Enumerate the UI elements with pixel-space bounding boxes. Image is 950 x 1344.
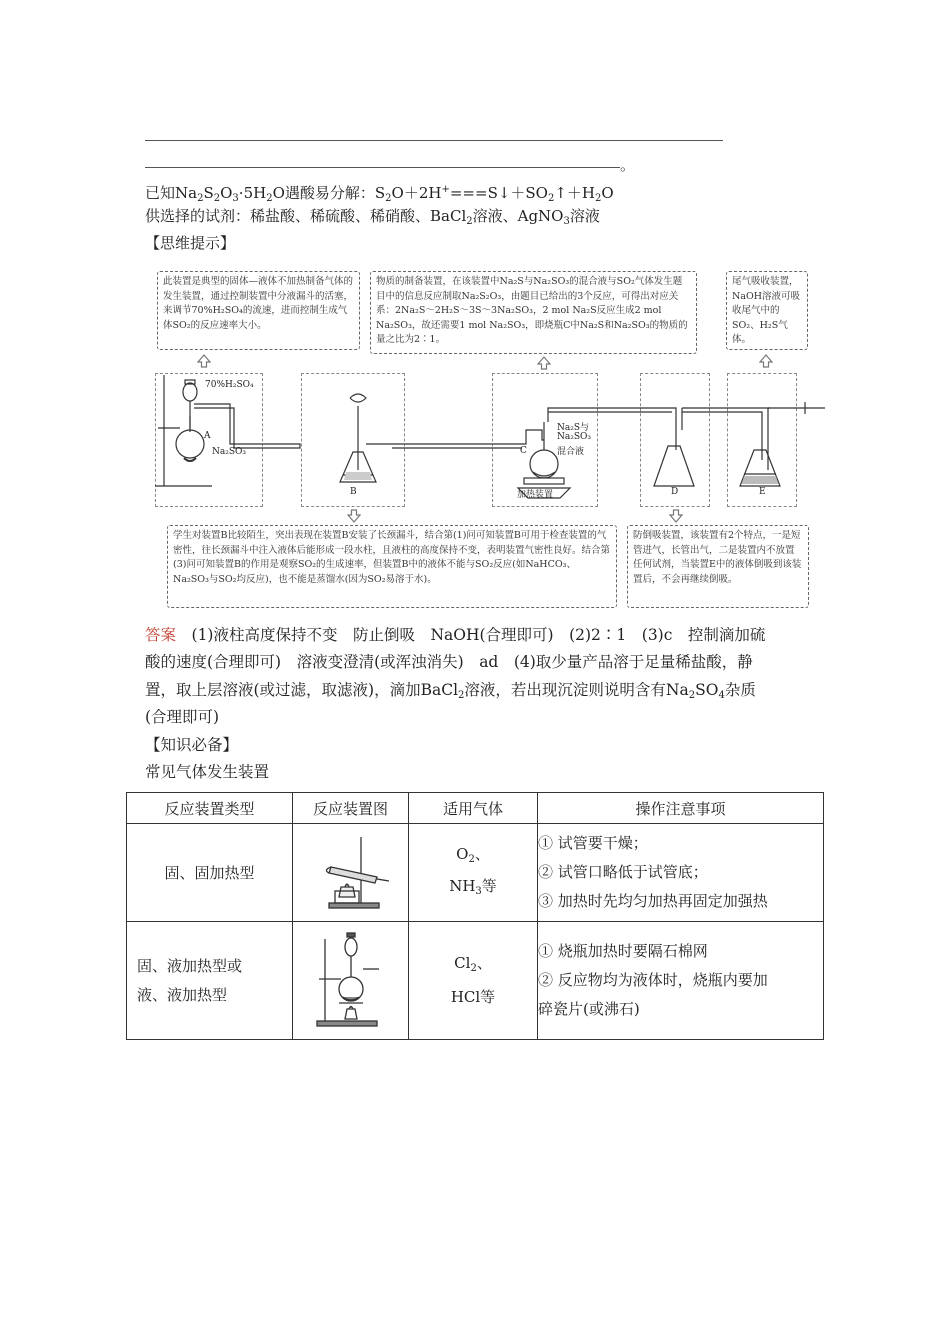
row-type: 固、液加热型或 液、液加热型	[127, 922, 293, 1040]
solid-liquid-heating-apparatus-icon	[311, 929, 391, 1029]
row-gases: $O_2$、 $NH_3$等	[409, 824, 538, 922]
gas-generator-table	[126, 792, 824, 1040]
hint-heading: 【思维提示】	[145, 234, 236, 252]
arrow-up-icon	[197, 354, 211, 368]
answer-line-1: 答案 (1)液柱高度保持不变 防止倒吸 NaOH(合理即可) (2)2∶1 (3)c 控制滴加硫	[145, 626, 766, 644]
note-apparatus-d: 防倒吸装置，该装置有2个特点，一是短管进气，长管出气，二是装置内不放置任何试剂，当装置E中的液体倒吸到该装置后，不会再继续倒吸。	[627, 525, 809, 608]
row-notes: ① 烧瓶加热时要隔石棉网 ② 反应物均为液体时，烧瓶内要加 碎瓷片(或沸石)	[538, 922, 824, 1040]
apparatus-image-solid-solid	[293, 824, 409, 922]
header-type: 反应装置类型	[127, 793, 293, 824]
label-a: A	[204, 431, 211, 441]
row-notes: ① 试管要干燥； ② 试管口略低于试管底； ③ 加热时先均匀加热再固定加强热	[538, 824, 824, 922]
period-mark: 。	[620, 156, 636, 174]
answer-line-2: 酸的速度(合理即可) 溶液变澄清(或浑浊消失) ad (4)取少量产品溶于足量稀盐酸，静	[145, 653, 753, 671]
arrow-up-icon	[537, 356, 551, 370]
label-na2so3: Na₂SO₃	[212, 447, 247, 457]
label-e: E	[759, 487, 766, 497]
note-apparatus-a: 此装置是典型的固体—液体不加热制备气体的发生装置，通过控制装置中分液漏斗的活塞，来调节70%H₂SO₄的流速，进而控制生成气体SO₂的反应速率大小。	[157, 271, 360, 350]
answer-blank-line-2	[145, 167, 620, 168]
label-acid: 70%H₂SO₄	[205, 380, 254, 390]
answer-tag: 答案	[145, 626, 177, 644]
header-notes: 操作注意事项	[538, 793, 824, 824]
note-apparatus-e: 尾气吸收装置，NaOH溶液可吸收尾气中的SO₂、H₂S气体。	[726, 271, 808, 350]
row-gases: $Cl_2$、 HCl等	[409, 922, 538, 1040]
table-row	[127, 824, 824, 922]
answer-blank-line-1	[145, 140, 723, 141]
reagent-list: 供选择的试剂：稀盐酸、稀硫酸、稀硝酸、BaCl$_2$溶液、AgNO$_3$溶液	[145, 207, 600, 227]
label-d: D	[671, 487, 679, 497]
label-c: C	[520, 446, 527, 456]
arrow-down-icon	[669, 509, 683, 523]
header-image: 反应装置图	[293, 793, 409, 824]
apparatus-drawing	[150, 370, 830, 515]
table-header-row	[127, 793, 824, 824]
label-mix-1: Na₂S与	[557, 423, 590, 433]
answer-line-4: (合理即可)	[145, 708, 220, 726]
arrow-up-icon	[759, 354, 773, 368]
note-apparatus-b: 学生对装置B比较陌生，突出表现在装置B安装了长颈漏斗，结合第(1)问可知装置B可用于检查装置的气密性，往长颈漏斗中注入液体后能形成一段水柱，且液柱的高度保持不变，表明装置气密性良好。结合第(3)问可知装置B的作用是观察SO₂的生成速率，但装置B中的液体不能与SO₂反应(如NaHCO₃、Na₂SO₃与SO₂均反应)，也不能是蒸馏水(因为SO₂易溶于水)。	[167, 525, 617, 608]
label-heat: 加热装置	[517, 490, 554, 500]
answer-line-3: 置，取上层溶液(或过滤，取滤液)，滴加BaCl$_2$溶液，若出现沉淀则说明含有$Na_2SO_4$杂质	[145, 681, 756, 701]
header-gas: 适用气体	[409, 793, 538, 824]
known-info: 已知$Na_2S_2O_3\cdot 5H_2O$遇酸易分解：$S_2O+2H^+===S↓+SO_2↑+H_2O$	[145, 184, 614, 204]
note-apparatus-c: 物质的制备装置，在该装置中Na₂S与Na₂SO₃的混合液与SO₂气体发生题目中的信息反应制取Na₂S₂O₃，由题目已给出的3个反应，可得出对应关系：2Na₂S～2H₂S～3S～3Na₂SO₃，2 mol Na₂S反应生成2 mol Na₂SO₃，故还需要1 mol Na₂SO₃，即烧瓶C中Na₂S和Na₂SO₃的物质的量之比为2∶1。	[370, 271, 697, 354]
solid-heating-apparatus-icon	[311, 831, 391, 911]
label-mix-2: Na₂SO₃	[557, 432, 592, 442]
label-b: B	[350, 487, 357, 497]
row-type: 固、固加热型	[127, 824, 293, 922]
knowledge-heading: 【知识必备】	[145, 736, 239, 754]
apparatus-image-solid-liquid	[293, 922, 409, 1040]
label-mix-3: 混合液	[557, 447, 585, 457]
table-row	[127, 922, 824, 1040]
arrow-down-icon	[347, 509, 361, 523]
knowledge-subtitle: 常见气体发生装置	[145, 763, 270, 781]
